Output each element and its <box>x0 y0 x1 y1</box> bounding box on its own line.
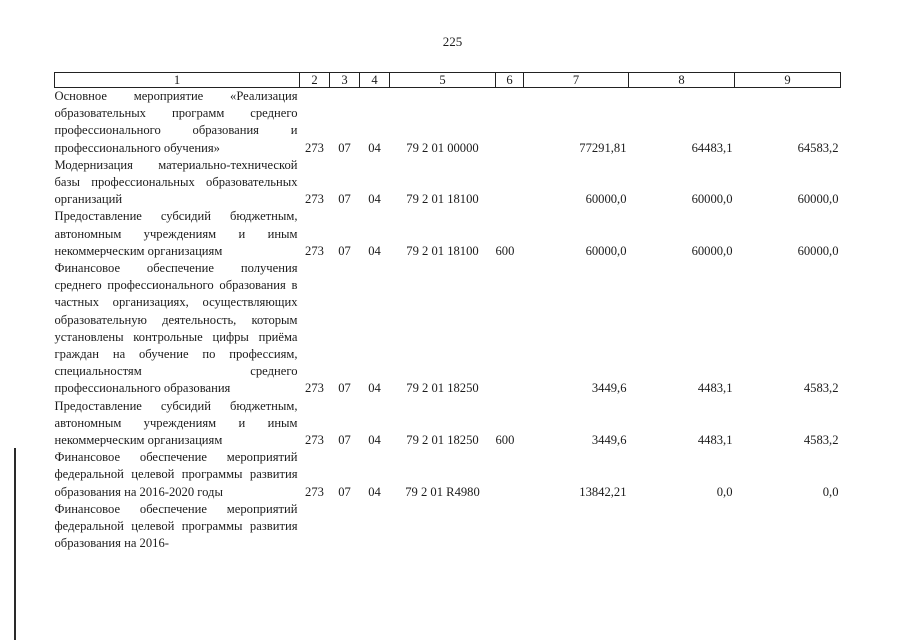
table-header <box>55 73 841 88</box>
row-code-3: 07 <box>338 140 351 155</box>
row-code-3: 07 <box>338 192 351 207</box>
header-col-3: 3 <box>330 73 360 88</box>
row-code-4: 04 <box>368 381 381 396</box>
row-value-8: 0,0 <box>716 484 733 499</box>
header-col-2: 2 <box>300 73 330 88</box>
row-code-5: 79 2 01 18250 <box>406 433 479 448</box>
row-value-7: 3449,6 <box>591 433 627 448</box>
row-code-4: 04 <box>368 484 381 499</box>
row-code-4: 04 <box>368 243 381 258</box>
row-code-4 <box>360 501 390 553</box>
row-value-9: 4583,2 <box>803 433 839 448</box>
header-col-5: 5 <box>390 73 496 88</box>
header-col-1: 1 <box>55 73 300 88</box>
row-code-3 <box>330 501 360 553</box>
table-row <box>55 208 841 260</box>
row-value-8: 60000,0 <box>691 243 733 258</box>
row-name: Финансовое обеспечение мероприятий федеральной целевой программы развития образования на 2016- <box>54 501 298 551</box>
row-name: Предоставление субсидий бюджетным, автономным учреждениям и иным некоммерческим организациям <box>54 209 298 258</box>
row-code-3: 07 <box>338 484 351 499</box>
row-code-5: 79 2 01 18250 <box>406 381 479 396</box>
page-number: 225 <box>442 34 463 49</box>
row-code-2: 273 <box>305 433 324 448</box>
row-name: Предоставление субсидий бюджетным, автономным учреждениям и иным некоммерческим организациям <box>54 398 298 448</box>
row-code-2: 273 <box>305 381 324 396</box>
row-value-7: 77291,81 <box>579 140 627 155</box>
row-value-8: 64483,1 <box>691 140 733 155</box>
header-col-8: 8 <box>629 73 735 88</box>
row-code-3: 07 <box>338 381 351 396</box>
row-value-9: 60000,0 <box>797 192 839 207</box>
margin-rule <box>14 448 16 640</box>
header-col-9: 9 <box>735 73 841 88</box>
row-value-9: 0,0 <box>822 484 839 499</box>
table-body <box>55 88 841 553</box>
row-code-4: 04 <box>368 192 381 207</box>
row-code-6 <box>496 449 524 501</box>
row-value-8: 60000,0 <box>691 192 733 207</box>
table-row <box>55 501 841 553</box>
row-value-9 <box>735 501 841 553</box>
row-value-9: 60000,0 <box>797 243 839 258</box>
row-code-2: 273 <box>305 484 324 499</box>
row-code-5: 79 2 01 18100 <box>406 192 479 207</box>
table-row <box>55 398 841 450</box>
header-col-4: 4 <box>360 73 390 88</box>
row-value-9: 64583,2 <box>797 140 839 155</box>
row-value-8: 4483,1 <box>697 433 733 448</box>
row-code-4: 04 <box>368 140 381 155</box>
row-code-6 <box>496 260 524 398</box>
row-code-2: 273 <box>305 243 324 258</box>
row-code-5 <box>390 501 496 553</box>
row-code-6 <box>496 88 524 157</box>
header-col-7: 7 <box>524 73 629 88</box>
row-value-8: 4483,1 <box>697 381 733 396</box>
row-code-5: 79 2 01 R4980 <box>405 484 480 499</box>
row-code-6: 600 <box>495 433 515 448</box>
row-value-7: 3449,6 <box>591 381 627 396</box>
row-value-9: 4583,2 <box>803 381 839 396</box>
row-name: Основное мероприятие «Реализация образовательных программ среднего профессионального образования и профессионального обучения» <box>54 89 298 155</box>
table-row <box>55 449 841 501</box>
header-row <box>55 73 841 88</box>
table-row <box>55 260 841 398</box>
row-code-2: 273 <box>305 192 324 207</box>
row-name: Модернизация материально-технической базы профессиональных образовательных организаций <box>54 157 298 207</box>
row-value-7: 60000,0 <box>585 243 627 258</box>
row-code-5: 79 2 01 00000 <box>406 140 479 155</box>
row-code-5: 79 2 01 18100 <box>406 243 479 258</box>
table-row <box>55 157 841 209</box>
row-code-3: 07 <box>338 243 351 258</box>
header-col-6: 6 <box>496 73 524 88</box>
row-code-6: 600 <box>495 243 515 258</box>
budget-table <box>54 72 841 553</box>
row-code-3: 07 <box>338 433 351 448</box>
row-code-2: 273 <box>305 140 324 155</box>
row-name: Финансовое обеспечение мероприятий федеральной целевой программы развития образования на 2016-2020 годы <box>54 450 298 499</box>
row-code-6 <box>496 157 524 209</box>
row-code-4: 04 <box>368 433 381 448</box>
row-code-2 <box>300 501 330 553</box>
row-name: Финансовое обеспечение получения среднего профессионального образования в частных организациях, осуществляющих образовательную деятельность, которым установлены контрольные цифры приёма граждан на обучение по профессиям, специальностям среднего профессионального образования <box>54 261 298 396</box>
row-value-8 <box>629 501 735 553</box>
row-value-7 <box>524 501 629 553</box>
row-value-7: 60000,0 <box>585 192 627 207</box>
row-code-6 <box>496 501 524 553</box>
row-value-7: 13842,21 <box>579 484 627 499</box>
table-row <box>55 88 841 157</box>
